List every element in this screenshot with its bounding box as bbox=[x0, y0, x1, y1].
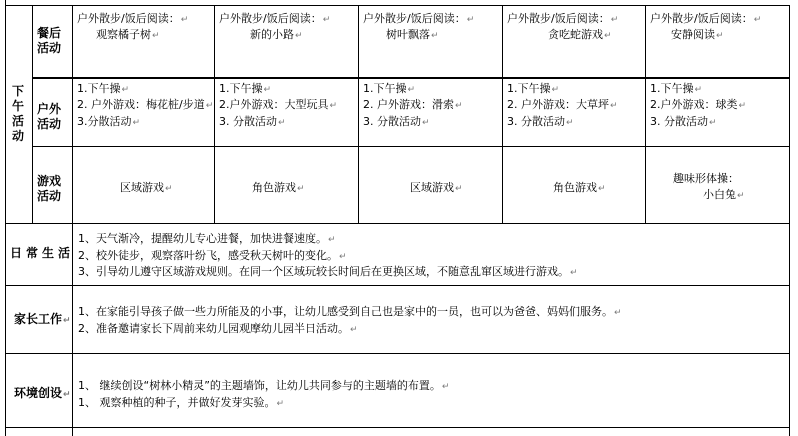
games-cell-5-line1: 趣味形体操： bbox=[673, 172, 739, 185]
environment-label: 环境创设↵ bbox=[14, 386, 71, 400]
outdoor-cell-1-line2: 2. 户外游戏：梅花桩/步道↵ bbox=[77, 98, 214, 111]
outdoor-row-label-line1: 户外 bbox=[37, 102, 62, 116]
meal-cell-4-line1: 户外散步/饭后阅读：↵ bbox=[507, 12, 619, 25]
outdoor-cell-3-line3: 3. 分散活动↵ bbox=[363, 115, 430, 128]
games-cell-1: 区域游戏↵ bbox=[120, 181, 173, 194]
meal-cell-2-line2: 新的小路↵ bbox=[250, 28, 303, 41]
parent-work-line-2: 2、准备邀请家长下周前来幼儿园观摩幼儿园半日活动。↵ bbox=[78, 322, 358, 335]
games-row-label-line1: 游戏 bbox=[37, 174, 62, 188]
outdoor-cell-3-line2: 2. 户外游戏：滑索↵ bbox=[363, 98, 463, 111]
meal-cell-5-line2: 安静阅读↵ bbox=[671, 28, 724, 41]
meal-row-label bbox=[37, 26, 61, 56]
games-cell-2: 角色游戏↵ bbox=[252, 181, 305, 194]
games-row-label bbox=[37, 174, 61, 204]
daily-life-line-2: 2、校外徒步，观察落叶纷飞，感受秋天树叶的变化。↵ bbox=[78, 249, 347, 262]
parent-work-line-1: 1、在家能引导孩子做一些力所能及的小事，让幼儿感受到自己也是家中的一员，也可以为爸爸、妈妈们服务。↵ bbox=[78, 305, 622, 318]
meal-cell-4-line2: 贪吃蛇游戏↵ bbox=[548, 28, 612, 41]
section-afternoon-label: 下午活动 bbox=[11, 84, 24, 143]
outdoor-cell-4-line2: 2. 户外游戏：大草坪↵ bbox=[507, 98, 618, 111]
outdoor-cell-1-line3: 3.分散活动↵ bbox=[77, 115, 141, 128]
meal-cell-3-line2: 树叶飘落↵ bbox=[386, 28, 439, 41]
outdoor-cell-5-line2: 2.户外游戏：球类↵ bbox=[650, 98, 747, 111]
outdoor-row-label bbox=[37, 102, 61, 132]
meal-cell-1-line2: 观察橘子树↵ bbox=[96, 28, 160, 41]
outdoor-cell-4-line1: 1.下午操↵ bbox=[507, 82, 560, 95]
games-cell-5-line2: 小白兔↵ bbox=[703, 188, 745, 201]
outdoor-cell-2-line2: 2.户外游戏：大型玩具↵ bbox=[219, 98, 338, 111]
environment-line-2: 1、 观察种植的种子，并做好发芽实验。↵ bbox=[78, 396, 285, 409]
outdoor-cell-3-line1: 1.下午操↵ bbox=[363, 82, 416, 95]
outdoor-cell-4-line3: 3. 分散活动↵ bbox=[507, 115, 574, 128]
environment-line-1: 1、 继续创设“树林小精灵”的主题墙饰，让幼儿共同参与的主题墙的布置。↵ bbox=[78, 379, 450, 392]
games-cell-4: 角色游戏↵ bbox=[553, 181, 606, 194]
outdoor-cell-5-line3: 3. 分散活动↵ bbox=[650, 115, 717, 128]
meal-cell-5-line1: 户外散步/饭后阅读：↵ bbox=[650, 12, 762, 25]
games-cell-3: 区域游戏↵ bbox=[410, 181, 463, 194]
outdoor-cell-5-line1: 1.下午操↵ bbox=[650, 82, 703, 95]
daily-life-line-3: 3、引导幼儿遵守区域游戏规则。在同一个区域玩较长时间后在更换区域，不随意乱窜区域进行游戏。↵ bbox=[78, 265, 578, 278]
meal-cell-1-line1: 户外散步/饭后阅读：↵ bbox=[77, 12, 189, 25]
outdoor-cell-1-line1: 1.下午操↵ bbox=[77, 82, 130, 95]
games-row-label-line2: 活动 bbox=[37, 189, 62, 203]
meal-row-label-line1: 餐后 bbox=[37, 26, 62, 40]
daily-life-line-1: 1、天气渐冷，提醒幼儿专心进餐，加快进餐速度。↵ bbox=[78, 232, 336, 245]
meal-row-label-line2: 活动 bbox=[37, 41, 62, 55]
outdoor-cell-2-line3: 3. 分散活动↵ bbox=[219, 115, 286, 128]
outdoor-cell-2-line1: 1.下午操↵ bbox=[219, 82, 272, 95]
meal-cell-3-line1: 户外散步/饭后阅读：↵ bbox=[363, 12, 475, 25]
outdoor-row-label-line2: 活动 bbox=[37, 117, 62, 131]
daily-life-label: 日常生活 bbox=[10, 246, 75, 260]
meal-cell-2-line1: 户外散步/饭后阅读：↵ bbox=[219, 12, 331, 25]
parent-work-label: 家长工作↵ bbox=[14, 312, 71, 326]
